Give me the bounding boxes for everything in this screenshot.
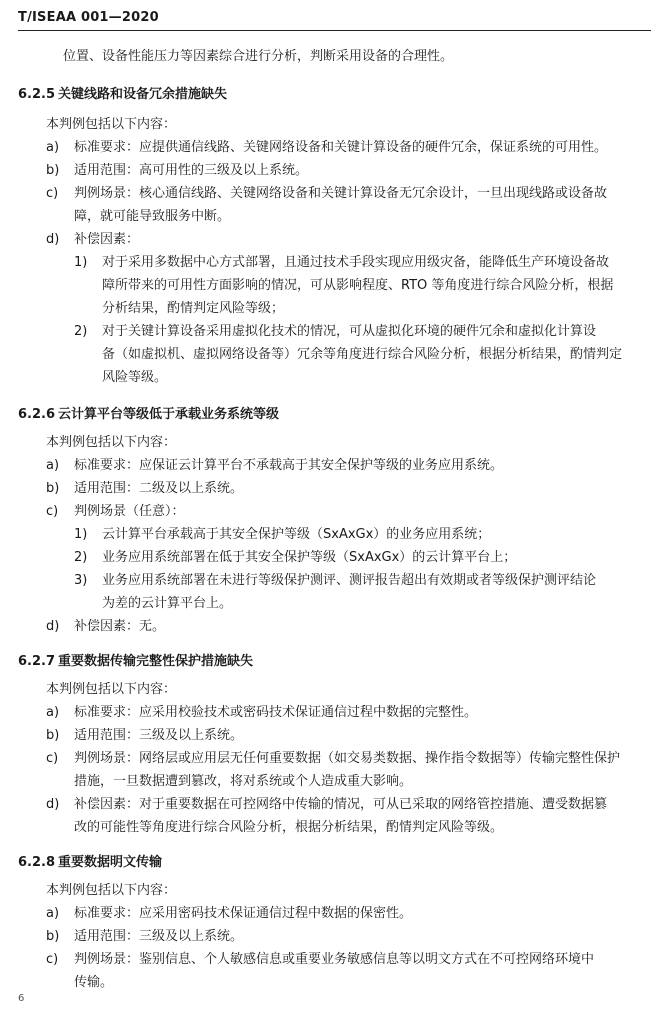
list-item: c) 判例场景（任意）：	[46, 504, 185, 519]
section-title: 关键线路和设备冗余措施缺失	[58, 87, 228, 102]
paragraph-line: 位置、设备性能压力等因素综合进行分析，判断采用设备的合理性。	[63, 49, 454, 64]
section-intro: 本判例包括以下内容：	[46, 435, 177, 450]
sub-list-item-continuation: 障所带来的可用性方面影响的情况，可从影响程度、RTO 等角度进行综合风险分析，根据	[102, 278, 614, 293]
list-item: b) 适用范围：三级及以上系统。	[46, 728, 244, 743]
list-item: b) 适用范围：三级及以上系统。	[46, 929, 244, 944]
section-heading-6-2-5	[18, 83, 227, 102]
sub-list-item-continuation: 分析结果，酌情判定风险等级；	[102, 301, 285, 316]
list-item: a) 标准要求：应采用密码技术保证通信过程中数据的保密性。	[46, 906, 413, 921]
list-item: c) 判例场景：核心通信线路、关键网络设备和关键计算设备无冗余设计，一旦出现线路或设备故	[46, 186, 608, 201]
list-item: d) 补偿因素：	[46, 232, 140, 247]
list-item: b) 适用范围：高可用性的三级及以上系统。	[46, 163, 309, 178]
list-item-continuation: 传输。	[74, 975, 114, 990]
header-rule	[18, 30, 651, 31]
list-item: a) 标准要求：应采用校验技术或密码技术保证通信过程中数据的完整性。	[46, 705, 478, 720]
list-item: a) 标准要求：应提供通信线路、关键网络设备和关键计算设备的硬件冗余，保证系统的可用性。	[46, 140, 608, 155]
sub-list-item: 3) 业务应用系统部署在未进行等级保护测评、测评报告超出有效期或者等级保护测评结论	[74, 573, 597, 588]
section-intro: 本判例包括以下内容：	[46, 883, 177, 898]
page-number: 6	[18, 993, 25, 1004]
section-heading-6-2-6	[18, 403, 279, 422]
section-number: 6.2.7	[18, 654, 56, 669]
sub-list-item-continuation: 备（如虚拟机、虚拟网络设备等）冗余等角度进行综合风险分析，根据分析结果，酌情判定	[102, 347, 623, 362]
section-heading-6-2-7	[18, 650, 253, 669]
section-intro: 本判例包括以下内容：	[46, 117, 177, 132]
sub-list-item: 2) 对于关键计算设备采用虚拟化技术的情况，可从虚拟化环境的硬件冗余和虚拟化计算设	[74, 324, 597, 339]
list-item-continuation: 障，就可能导致服务中断。	[74, 209, 231, 224]
list-item: d) 补偿因素：无。	[46, 619, 166, 634]
list-item: c) 判例场景：网络层或应用层无任何重要数据（如交易类数据、操作指令数据等）传输完整性保护	[46, 751, 621, 766]
list-item-continuation: 措施，一旦数据遭到篡改，将对系统或个人造成重大影响。	[74, 774, 413, 789]
sub-list-item: 1) 对于采用多数据中心方式部署，且通过技术手段实现应用级灾备，能降低生产环境设备故	[74, 255, 610, 270]
sub-list-item-continuation: 为差的云计算平台上。	[102, 596, 233, 611]
list-item-continuation: 改的可能性等角度进行综合风险分析，根据分析结果，酌情判定风险等级。	[74, 820, 504, 835]
sub-list-item-continuation: 风险等级。	[102, 370, 168, 385]
section-number: 6.2.5	[18, 87, 56, 102]
section-number: 6.2.6	[18, 407, 56, 422]
list-item: d) 补偿因素：对于重要数据在可控网络中传输的情况，可从已采取的网络管控措施、遭受数据篡	[46, 797, 608, 812]
section-title: 重要数据明文传输	[58, 855, 163, 870]
section-intro: 本判例包括以下内容：	[46, 682, 177, 697]
section-title: 云计算平台等级低于承载业务系统等级	[58, 407, 280, 422]
sub-list-item: 1) 云计算平台承载高于其安全保护等级（SxAxGx）的业务应用系统；	[74, 527, 491, 542]
section-number: 6.2.8	[18, 855, 56, 870]
section-title: 重要数据传输完整性保护措施缺失	[58, 654, 254, 669]
sub-list-item: 2) 业务应用系统部署在低于其安全保护等级（SxAxGx）的云计算平台上；	[74, 550, 517, 565]
list-item: a) 标准要求：应保证云计算平台不承载高于其安全保护等级的业务应用系统。	[46, 458, 504, 473]
document-id: T/ISEAA 001—2020	[18, 10, 159, 25]
list-item: b) 适用范围：二级及以上系统。	[46, 481, 244, 496]
list-item: c) 判例场景：鉴别信息、个人敏感信息或重要业务敏感信息等以明文方式在不可控网络环境中	[46, 952, 595, 967]
section-heading-6-2-8	[18, 851, 162, 870]
